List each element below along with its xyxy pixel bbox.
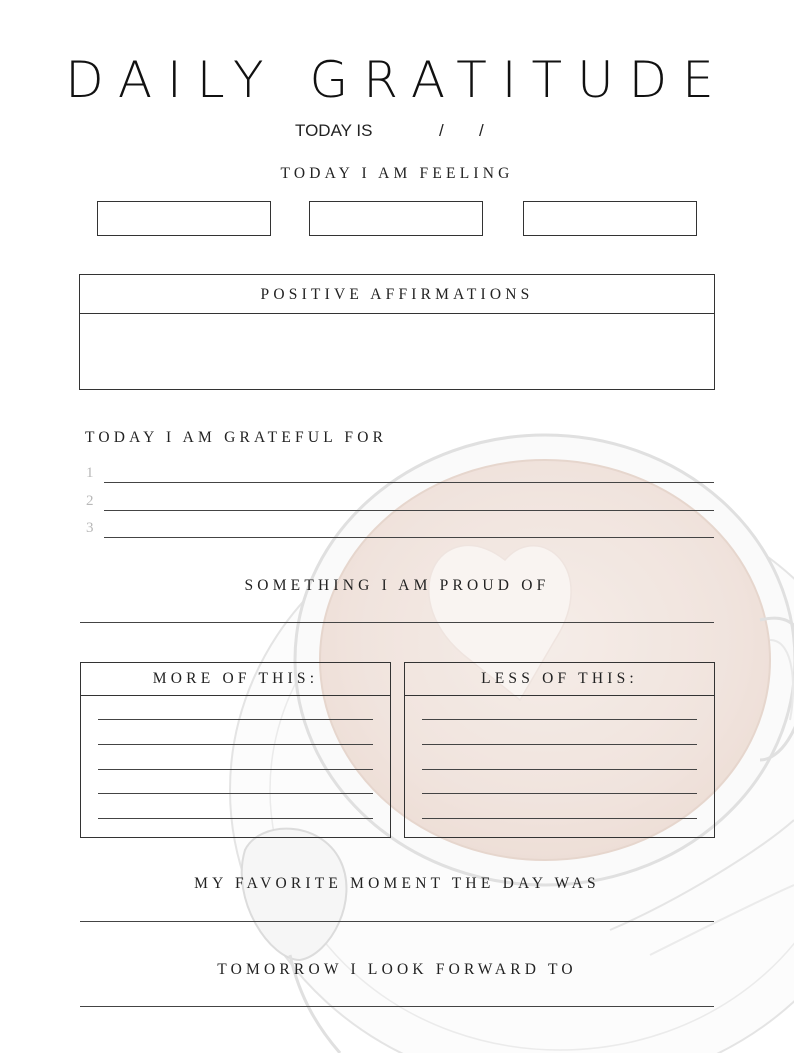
proud-line[interactable] <box>80 622 714 623</box>
affirmations-heading: POSITIVE AFFIRMATIONS <box>80 275 714 314</box>
tomorrow-line[interactable] <box>80 1006 714 1007</box>
more-line-3[interactable] <box>98 769 373 770</box>
less-line-4[interactable] <box>422 793 697 794</box>
grateful-number-3: 3 <box>86 520 94 536</box>
less-of-this-heading: LESS OF THIS: <box>405 663 714 696</box>
less-line-1[interactable] <box>422 719 697 720</box>
grateful-number-1: 1 <box>86 465 94 481</box>
grateful-number-2: 2 <box>86 493 94 509</box>
affirmations-box <box>79 274 715 390</box>
grateful-line-3[interactable] <box>104 537 714 538</box>
grateful-line-2[interactable] <box>104 510 714 511</box>
less-of-this-panel <box>404 662 715 838</box>
less-line-5[interactable] <box>422 818 697 819</box>
feeling-box-3[interactable] <box>523 201 697 236</box>
favorite-moment-heading: MY FAVORITE MOMENT THE DAY WAS <box>194 875 600 892</box>
page-title: DAILY GRATITUDE <box>65 51 729 109</box>
feeling-box-1[interactable] <box>97 201 271 236</box>
more-line-1[interactable] <box>98 719 373 720</box>
favorite-moment-line[interactable] <box>80 921 714 922</box>
grateful-heading: TODAY I AM GRATEFUL FOR <box>85 429 388 446</box>
date-separator-2: / <box>479 121 484 140</box>
date-label: TODAY IS <box>295 121 373 140</box>
more-line-4[interactable] <box>98 793 373 794</box>
feeling-heading: TODAY I AM FEELING <box>280 165 514 182</box>
feeling-box-2[interactable] <box>309 201 483 236</box>
more-line-5[interactable] <box>98 818 373 819</box>
proud-heading: SOMETHING I AM PROUD OF <box>244 577 550 594</box>
more-of-this-panel <box>80 662 391 838</box>
more-line-2[interactable] <box>98 744 373 745</box>
tomorrow-heading: TOMORROW I LOOK FORWARD TO <box>217 961 577 978</box>
date-separator-1: / <box>439 121 444 140</box>
less-line-3[interactable] <box>422 769 697 770</box>
more-of-this-heading: MORE OF THIS: <box>81 663 390 696</box>
grateful-line-1[interactable] <box>104 482 714 483</box>
affirmations-field[interactable] <box>80 314 714 389</box>
less-line-2[interactable] <box>422 744 697 745</box>
